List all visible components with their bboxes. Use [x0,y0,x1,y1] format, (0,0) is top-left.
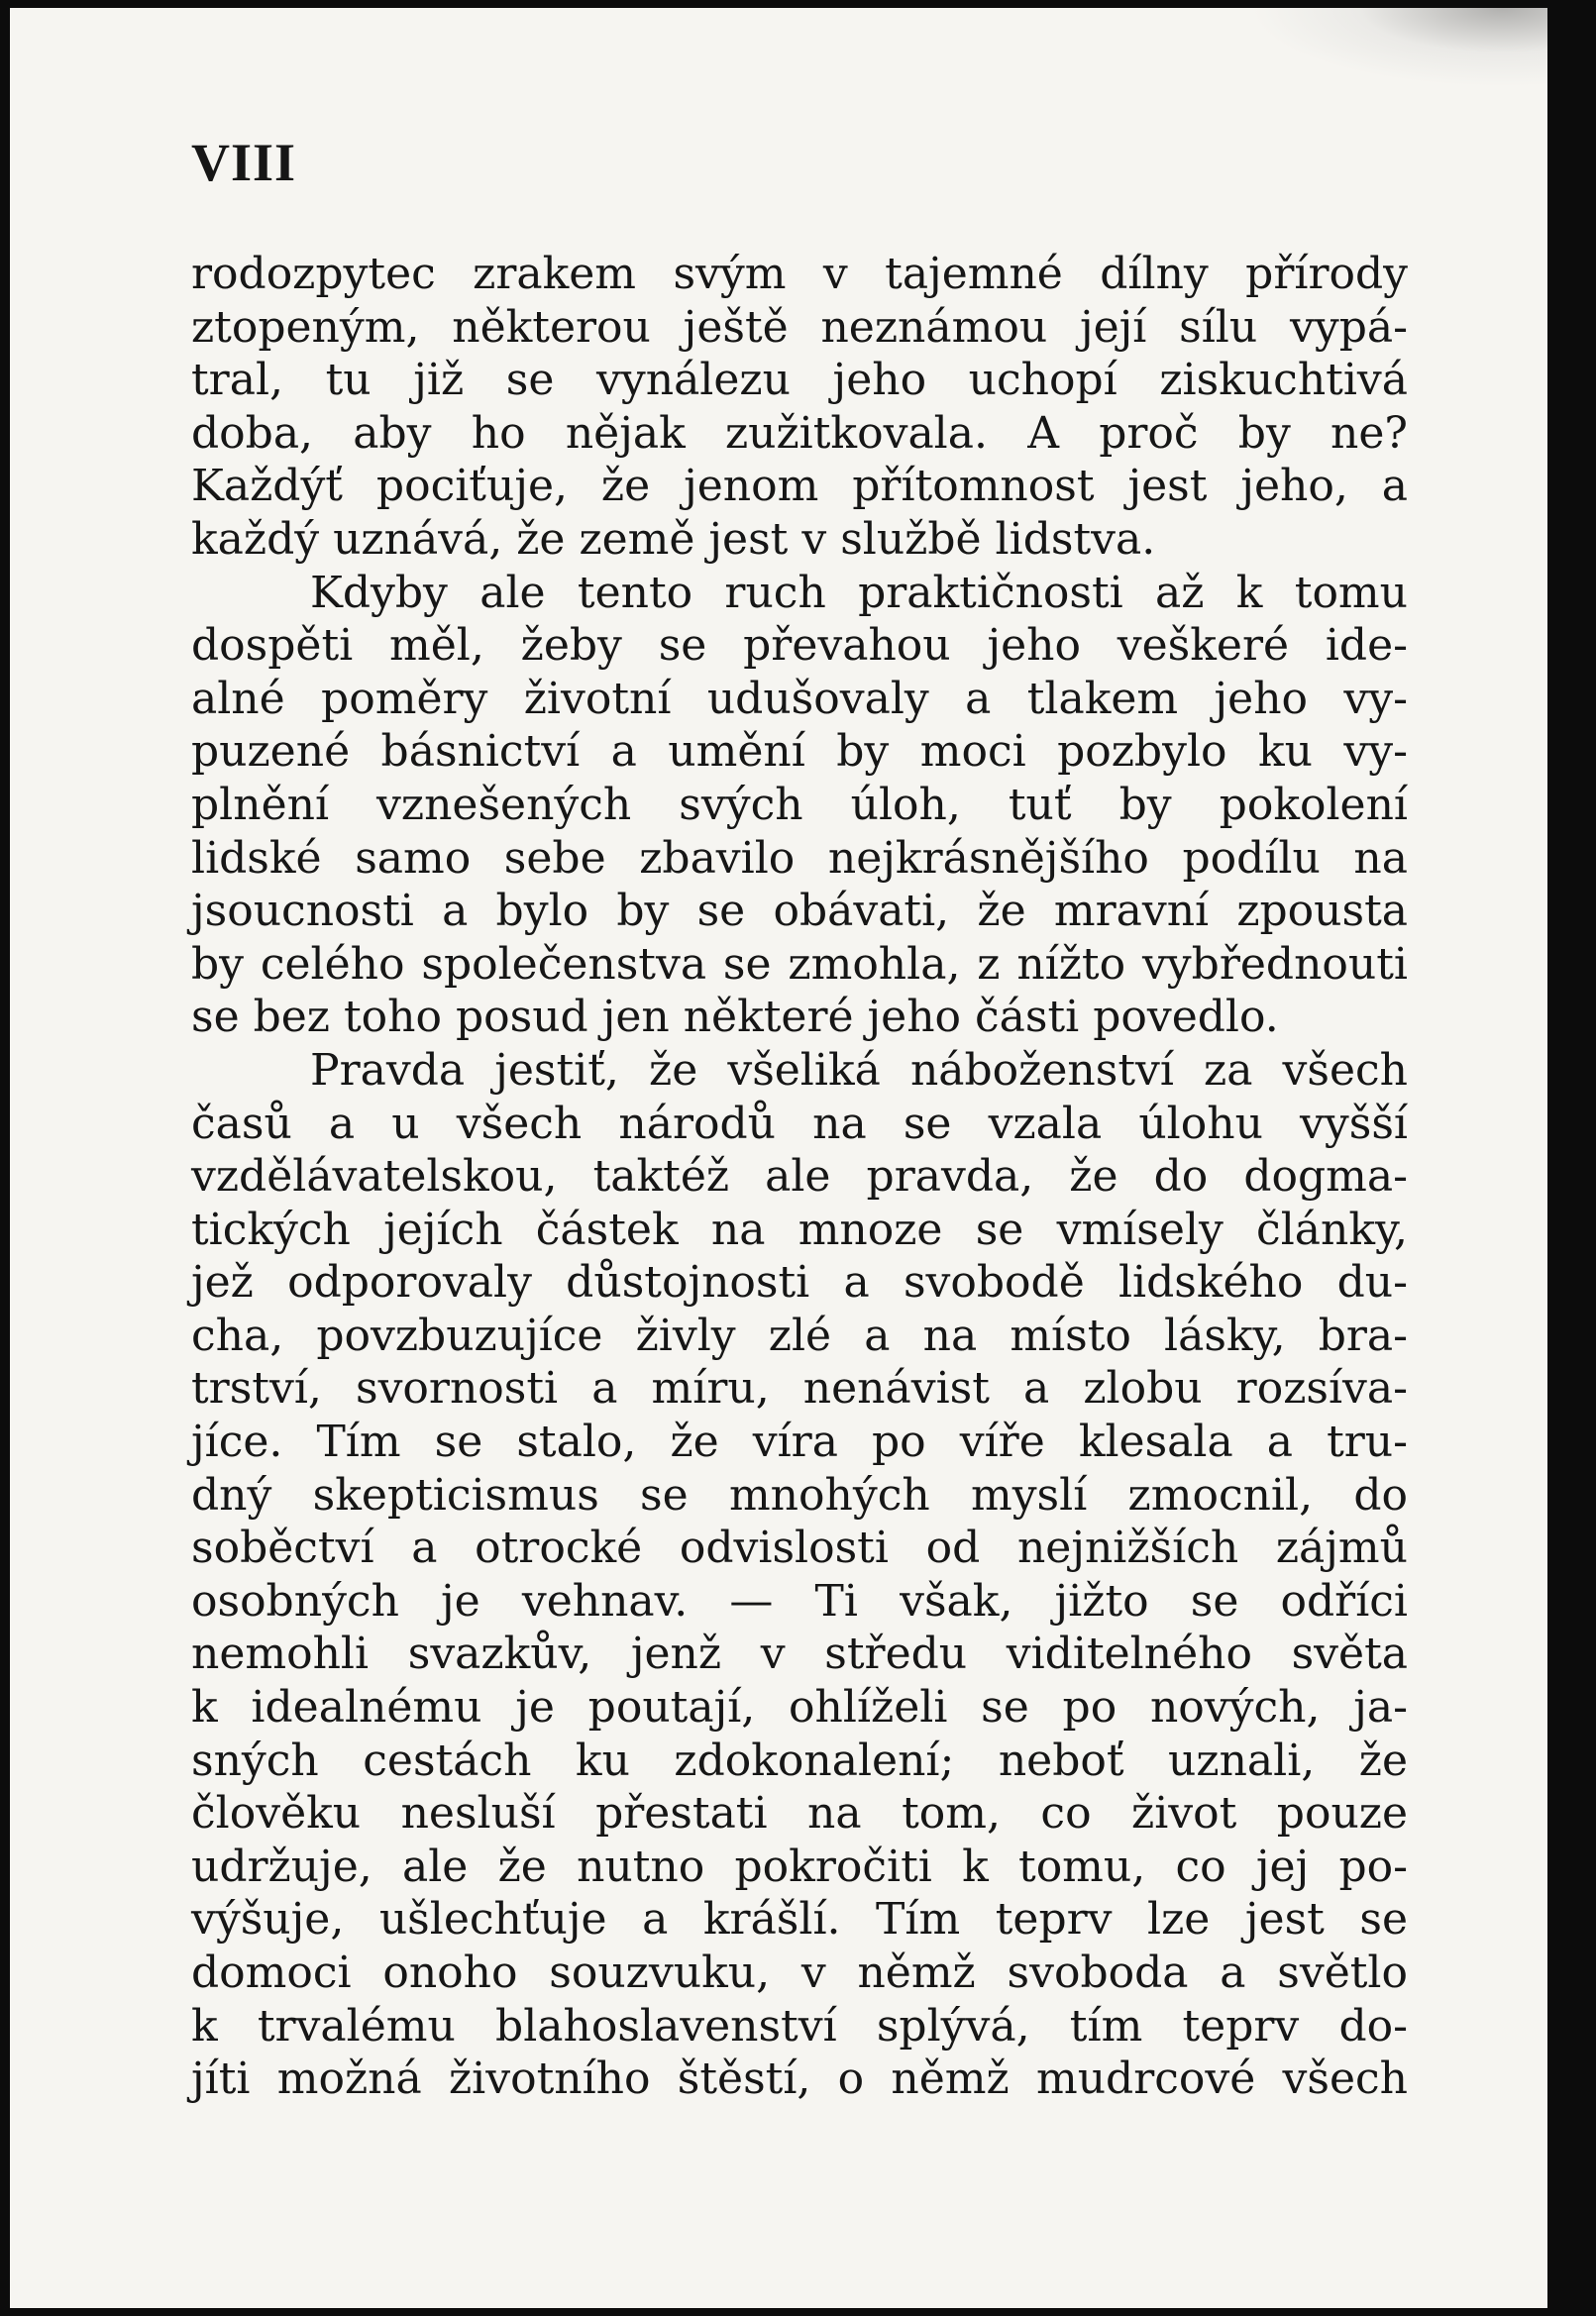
text-line: jež odporovaly důstojnosti a svobodě lidského du- [191,1257,1408,1309]
text-line: každý uznává, že země jest v službě lidstva. [191,513,1156,565]
text-line: alné poměry životní udušovaly a tlakem jeho vy- [191,673,1408,724]
text-line: cha, povzbuzujíce živly zlé a na místo lásky, bra- [191,1310,1408,1361]
text-line: Každýť pociťuje, že jenom přítomnost jest jeho, a [191,461,1408,512]
text-line: osobných je vehnav. — Ti však, jižto se odříci [191,1575,1408,1627]
text-line: puzené básnictví a umění by moci pozbylo ku vy- [191,726,1408,778]
paragraph-start-line: Pravda jestiť, že všeliká náboženství za všech [310,1044,1408,1096]
scan-edge-shadow [1250,8,1547,87]
text-line: k trvalému blahoslavenství splývá, tím teprv do- [191,2000,1408,2052]
text-line: ztopeným, některou ještě neznámou její sílu vypá- [191,301,1408,353]
text-line: výšuje, ušlechťuje a krášlí. Tím teprv lze jest se [191,1894,1408,1946]
text-line: k idealnému je poutají, ohlíželi se po nových, ja- [191,1682,1408,1734]
text-line: člověku nesluší přestati na tom, co život pouze [191,1788,1408,1840]
text-line: tral, tu již se vynálezu jeho uchopí ziskuchtivá [191,355,1408,406]
text-line: by celého společenstva se zmohla, z nížto vybřednouti [191,938,1408,990]
text-line: dný skepticismus se mnohých myslí zmocnil, do [191,1469,1408,1521]
text-line: udržuje, ale že nutno pokročiti k tomu, co jej po- [191,1841,1408,1892]
text-line: jíti možná životního štěstí, o němž mudrcové všech [191,2053,1408,2105]
body-text [191,248,1408,2106]
book-page [10,8,1547,2308]
text-line: domoci onoho souzvuku, v němž svoboda a světlo [191,1948,1408,1998]
text-line: lidské samo sebe zbavilo nejkrásnějšího podílu na [191,832,1408,884]
text-line: tických jejích částek na mnoze se vmísely články, [191,1204,1408,1255]
text-line: dospěti měl, žeby se převahou jeho veškeré ide- [191,620,1408,672]
text-line: doba, aby ho nějak zužitkovala. A proč by ne? [191,407,1408,459]
text-line: plnění vznešených svých úloh, tuť by pokolení [191,779,1408,830]
text-line: trství, svornosti a míru, nenávist a zlobu rozsíva- [191,1363,1408,1415]
text-line: sných cestách ku zdokonalení; neboť uznali, že [191,1735,1408,1786]
text-line: vzdělávatelskou, taktéž ale pravda, že do dogma- [191,1151,1408,1203]
text-line: nemohli svazkův, jenž v středu viditelného světa [191,1629,1408,1680]
paragraph-start-line: Kdyby ale tento ruch praktičnosti až k tomu [310,567,1408,618]
text-line: jíce. Tím se stalo, že víra po víře klesala a tru- [191,1417,1408,1468]
text-line: časů a u všech národů na se vzala úlohu vyšší [191,1098,1408,1149]
text-line: rodozpytec zrakem svým v tajemné dílny přírody [191,249,1408,299]
text-line: soběctví a otrocké odvislosti od nejnižších zájmů [191,1523,1408,1574]
text-line: jsoucnosti a bylo by se obávati, že mravní zpousta [191,886,1408,937]
page-number: VIII [191,133,297,192]
text-line: se bez toho posud jen některé jeho části povedlo. [191,992,1279,1043]
